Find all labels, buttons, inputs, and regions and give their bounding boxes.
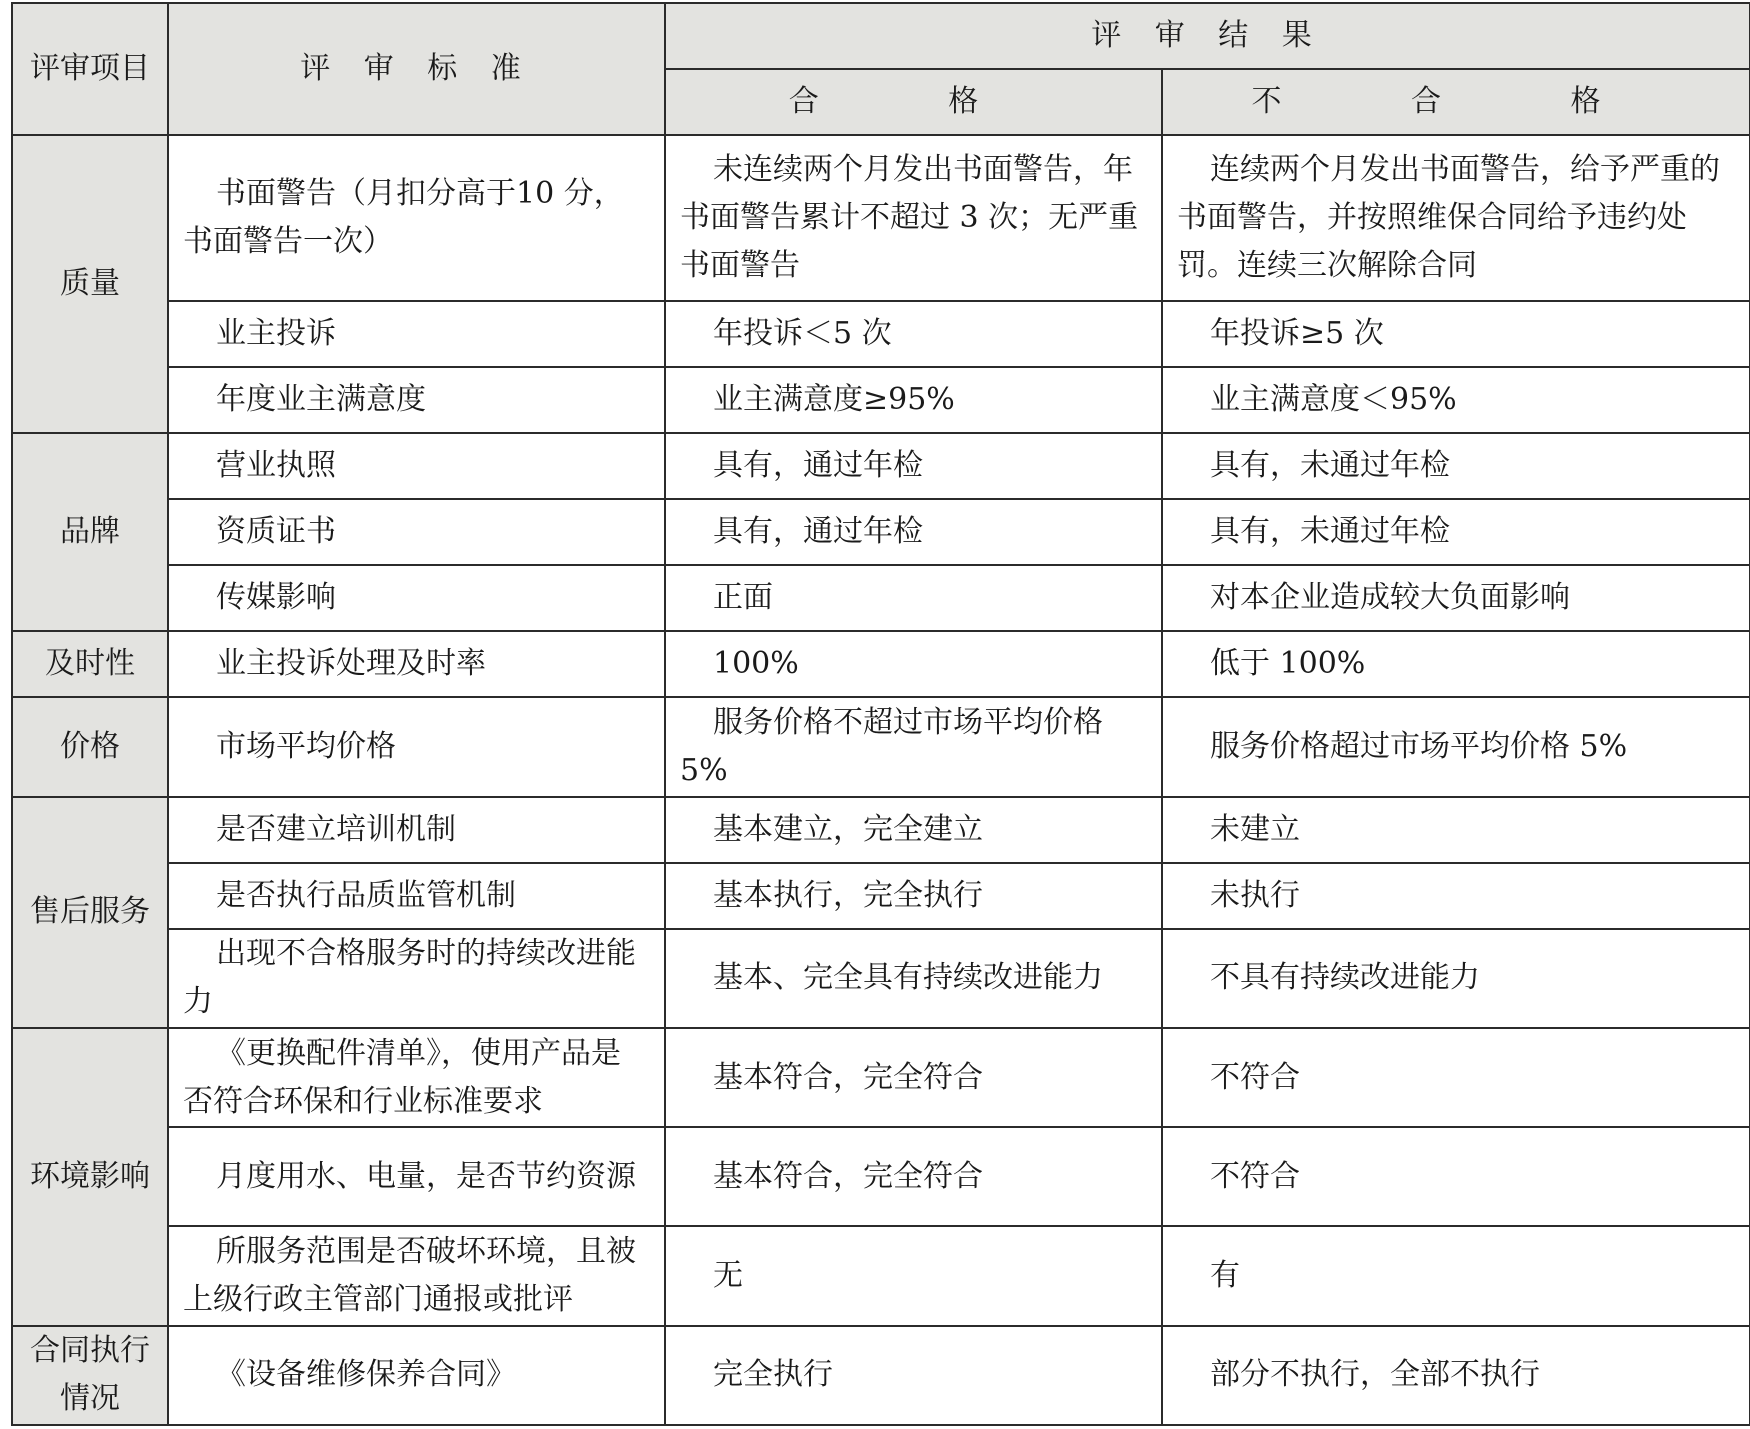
table-row [12, 565, 1750, 631]
table-row [12, 1226, 1750, 1325]
header-row-top [12, 3, 1750, 69]
table-row [12, 301, 1750, 367]
criterion-cell: 市场平均价格 [168, 697, 665, 796]
pass-cell: 具有，通过年检 [665, 433, 1162, 499]
fail-cell: 低于 100% [1162, 631, 1750, 697]
review-standards-table [11, 2, 1750, 1426]
criterion-cell: 是否执行品质监管机制 [168, 863, 665, 929]
category-cell: 质量 [12, 135, 168, 433]
table-row [12, 697, 1750, 796]
category-cell: 合同执行情况 [12, 1326, 168, 1425]
category-cell: 及时性 [12, 631, 168, 697]
pass-cell: 基本建立，完全建立 [665, 797, 1162, 863]
pass-cell: 基本执行，完全执行 [665, 863, 1162, 929]
header-review-result: 评 审 结 果 [665, 3, 1750, 69]
criterion-cell: 出现不合格服务时的持续改进能力 [168, 929, 665, 1028]
criterion-cell: 《更换配件清单》，使用产品是否符合环保和行业标准要求 [168, 1028, 665, 1127]
criterion-cell: 业主投诉 [168, 301, 665, 367]
criterion-cell: 业主投诉处理及时率 [168, 631, 665, 697]
pass-cell: 基本、完全具有持续改进能力 [665, 929, 1162, 1028]
pass-cell: 服务价格不超过市场平均价格 5% [665, 697, 1162, 796]
table-row [12, 929, 1750, 1028]
category-cell: 售后服务 [12, 797, 168, 1028]
pass-cell: 具有，通过年检 [665, 499, 1162, 565]
criterion-cell: 传媒影响 [168, 565, 665, 631]
table-row [12, 1028, 1750, 1127]
table-row [12, 367, 1750, 433]
table-row [12, 135, 1750, 300]
fail-cell: 年投诉≥5 次 [1162, 301, 1750, 367]
fail-cell: 具有，未通过年检 [1162, 499, 1750, 565]
fail-cell: 有 [1162, 1226, 1750, 1325]
pass-cell: 基本符合，完全符合 [665, 1028, 1162, 1127]
pass-cell: 业主满意度≥95% [665, 367, 1162, 433]
criterion-cell: 所服务范围是否破坏环境，且被上级行政主管部门通报或批评 [168, 1226, 665, 1325]
fail-cell: 不符合 [1162, 1028, 1750, 1127]
criterion-cell: 营业执照 [168, 433, 665, 499]
pass-cell: 100% [665, 631, 1162, 697]
criterion-cell: 资质证书 [168, 499, 665, 565]
criterion-cell: 年度业主满意度 [168, 367, 665, 433]
table-row [12, 1127, 1750, 1226]
category-cell: 环境影响 [12, 1028, 168, 1326]
table-row [12, 631, 1750, 697]
table-row [12, 797, 1750, 863]
table-row [12, 1326, 1750, 1425]
header-review-standard: 评 审 标 准 [168, 3, 665, 135]
table-row [12, 863, 1750, 929]
table-row [12, 499, 1750, 565]
criterion-cell: 《设备维修保养合同》 [168, 1326, 665, 1425]
fail-cell: 未建立 [1162, 797, 1750, 863]
fail-cell: 具有，未通过年检 [1162, 433, 1750, 499]
header-review-item: 评审项目 [12, 3, 168, 135]
pass-cell: 未连续两个月发出书面警告，年书面警告累计不超过 3 次；无严重书面警告 [665, 135, 1162, 300]
category-cell: 价格 [12, 697, 168, 796]
pass-cell: 基本符合，完全符合 [665, 1127, 1162, 1226]
criterion-cell: 是否建立培训机制 [168, 797, 665, 863]
header-pass: 合 格 [665, 69, 1162, 135]
fail-cell: 未执行 [1162, 863, 1750, 929]
pass-cell: 正面 [665, 565, 1162, 631]
pass-cell: 无 [665, 1226, 1162, 1325]
pass-cell: 完全执行 [665, 1326, 1162, 1425]
fail-cell: 不具有持续改进能力 [1162, 929, 1750, 1028]
fail-cell: 连续两个月发出书面警告，给予严重的书面警告，并按照维保合同给予违约处罚。连续三次解除合同 [1162, 135, 1750, 300]
category-cell: 品牌 [12, 433, 168, 631]
pass-cell: 年投诉＜5 次 [665, 301, 1162, 367]
fail-cell: 部分不执行，全部不执行 [1162, 1326, 1750, 1425]
fail-cell: 不符合 [1162, 1127, 1750, 1226]
header-fail: 不 合 格 [1162, 69, 1750, 135]
fail-cell: 业主满意度＜95% [1162, 367, 1750, 433]
fail-cell: 对本企业造成较大负面影响 [1162, 565, 1750, 631]
criterion-cell: 书面警告（月扣分高于10 分，书面警告一次） [168, 135, 665, 300]
criterion-cell: 月度用水、电量，是否节约资源 [168, 1127, 665, 1226]
table-row [12, 433, 1750, 499]
fail-cell: 服务价格超过市场平均价格 5% [1162, 697, 1750, 796]
